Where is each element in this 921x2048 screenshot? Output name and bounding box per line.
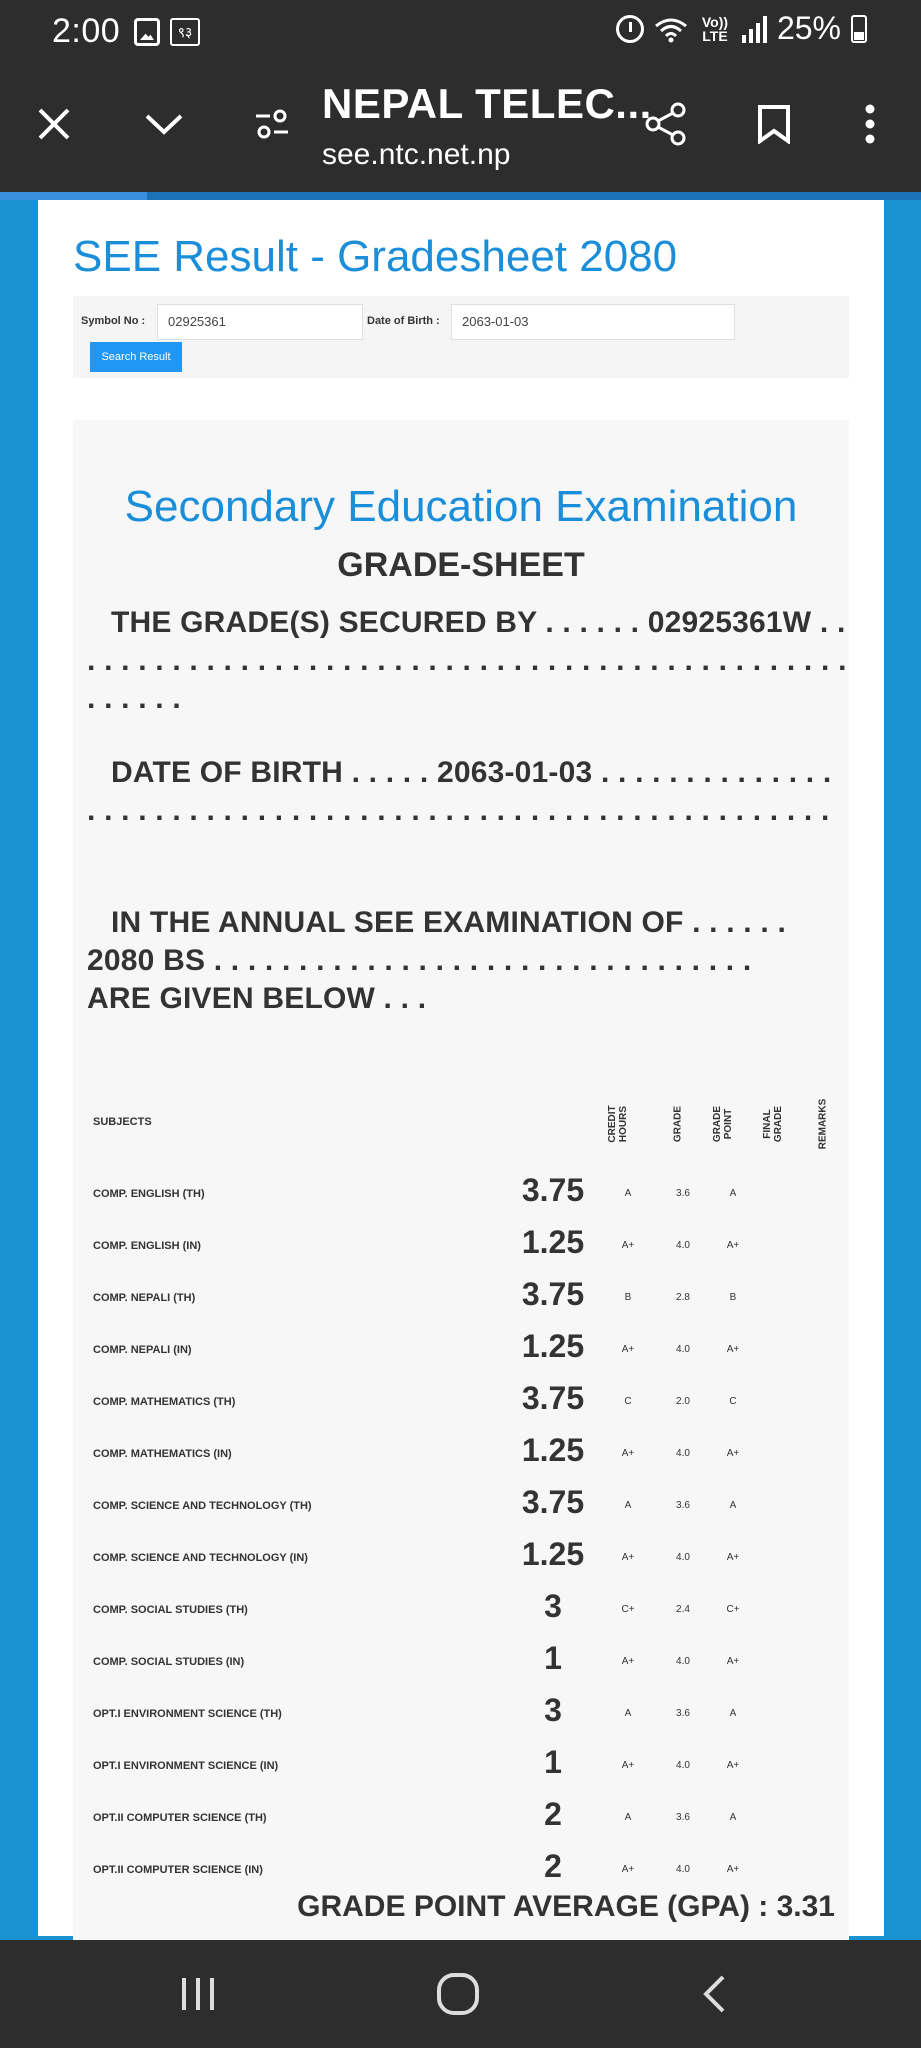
grade-point-cell: 4.0 <box>676 1760 690 1771</box>
search-result-button[interactable]: Search Result <box>90 342 182 372</box>
grade-point-cell: 4.0 <box>676 1552 690 1563</box>
grade-cell: A+ <box>621 1760 635 1771</box>
table-row <box>73 1532 849 1584</box>
table-row <box>73 1168 849 1220</box>
credit-hours-header: CREDIT HOURS <box>607 1105 629 1143</box>
credit-hours-cell: 3 <box>544 1588 562 1624</box>
back-button[interactable] <box>674 1962 754 2026</box>
table-row <box>73 1220 849 1272</box>
subject-cell: COMP. SOCIAL STUDIES (IN) <box>93 1656 245 1668</box>
signal-icon <box>742 15 767 43</box>
final-grade-cell: A <box>729 1500 737 1511</box>
progress-fill <box>0 192 147 200</box>
subject-cell: COMP. NEPALI (IN) <box>93 1344 192 1356</box>
exam-label: IN THE ANNUAL SEE EXAMINATION OF <box>111 906 684 939</box>
status-time: 2:00 <box>52 12 121 50</box>
web-viewport[interactable] <box>0 200 921 1940</box>
grade-cell: A <box>624 1708 632 1719</box>
status-right-group <box>616 10 867 47</box>
final-grade-cell: A+ <box>726 1240 740 1251</box>
final-grade-cell: A+ <box>726 1552 740 1563</box>
subject-cell: COMP. SOCIAL STUDIES (TH) <box>93 1604 248 1616</box>
table-row <box>73 1272 849 1324</box>
final-grade-cell: A <box>729 1188 737 1199</box>
final-grade-cell: A <box>729 1812 737 1823</box>
share-button[interactable] <box>638 96 694 152</box>
close-tab-button[interactable] <box>26 96 82 152</box>
final-grade-cell: A+ <box>726 1864 740 1875</box>
home-button[interactable] <box>418 1962 498 2026</box>
grade-point-cell: 2.8 <box>676 1292 690 1303</box>
dob-statement-label: DATE OF BIRTH <box>111 756 344 789</box>
grade-point-cell: 3.6 <box>676 1188 690 1199</box>
grade-cell: A <box>624 1188 632 1199</box>
recent-apps-button[interactable] <box>158 1962 238 2026</box>
chevron-down-icon <box>144 112 184 136</box>
grade-point-cell: 4.0 <box>676 1448 690 1459</box>
search-form <box>73 296 849 378</box>
credit-hours-cell: 1.25 <box>521 1432 585 1468</box>
subjects-header: SUBJECTS <box>93 1116 152 1128</box>
gallery-notification-icon <box>134 18 160 46</box>
subject-cell: COMP. MATHEMATICS (IN) <box>93 1448 232 1460</box>
table-row <box>73 1636 849 1688</box>
more-options-button[interactable] <box>842 96 898 152</box>
secured-by-paragraph: THE GRADE(S) SECURED BY . . . . . . 02925361W . . . . . . . . . . . . . . . . . . . . . . . . . . . . . . . . . . . . . . . . . . . . . . . . . . . . . <box>87 606 847 715</box>
subject-cell: COMP. ENGLISH (TH) <box>93 1188 205 1200</box>
subject-cell: OPT.I ENVIRONMENT SCIENCE (TH) <box>93 1708 282 1720</box>
dob-paragraph: DATE OF BIRTH . . . . . 2063-01-03 . . . . . . . . . . . . . . . . . . . . . . . . . . . . . . . . . . . . . . . . . . . . . . . . . . . . . . . . . . <box>87 756 832 827</box>
recent-apps-icon <box>178 1976 218 2012</box>
grade-point-cell: 4.0 <box>676 1344 690 1355</box>
grade-cell: B <box>624 1292 632 1303</box>
table-row <box>73 1428 849 1480</box>
subject-cell: OPT.I ENVIRONMENT SCIENCE (IN) <box>93 1760 279 1772</box>
table-row <box>73 1480 849 1532</box>
remarks-header: REMARKS <box>817 1098 829 1150</box>
final-grade-cell: A+ <box>726 1656 740 1667</box>
table-row <box>73 1844 849 1896</box>
credit-hours-cell: 1.25 <box>521 1328 585 1364</box>
grade-cell: A+ <box>621 1864 635 1875</box>
battery-percent: 25% <box>776 10 841 46</box>
subject-cell: COMP. ENGLISH (IN) <box>93 1240 201 1252</box>
back-icon <box>701 1974 727 2014</box>
close-icon <box>36 106 72 142</box>
grade-cell: A <box>624 1812 632 1823</box>
wifi-icon <box>654 15 688 43</box>
url-text[interactable]: see.ntc.net.np <box>322 138 511 171</box>
grade-cell: A+ <box>621 1240 635 1251</box>
grade-point-header: GRADE POINT <box>712 1105 734 1143</box>
alarm-icon <box>616 15 644 43</box>
final-grade-cell: C+ <box>726 1604 740 1615</box>
subject-cell: COMP. SCIENCE AND TECHNOLOGY (TH) <box>93 1500 312 1512</box>
symbol-input[interactable]: 02925361 <box>157 304 363 340</box>
credit-hours-cell: 2 <box>544 1848 562 1884</box>
credit-hours-cell: 3.75 <box>521 1276 585 1312</box>
exam-paragraph: IN THE ANNUAL SEE EXAMINATION OF . . . . . . 2080 BS . . . . . . . . . . . . . . . . . . . . . . . . . . . . . . . . ARE GIVEN BELOW . . . <box>87 906 786 1015</box>
bookmark-icon <box>757 104 791 144</box>
subject-cell: COMP. NEPALI (TH) <box>93 1292 196 1304</box>
final-grade-header: FINAL GRADE <box>762 1105 784 1143</box>
grade-point-cell: 4.0 <box>676 1656 690 1667</box>
dob-value: 2063-01-03 <box>436 756 593 789</box>
grade-point-cell: 2.4 <box>676 1604 690 1615</box>
credit-hours-cell: 1.25 <box>521 1224 585 1260</box>
page-container <box>38 200 884 1936</box>
more-vert-icon <box>864 104 876 144</box>
final-grade-cell: B <box>729 1292 737 1303</box>
home-icon <box>436 1972 480 2016</box>
page-heading: SEE Result - Gradesheet 2080 <box>73 232 678 281</box>
subject-cell: COMP. MATHEMATICS (TH) <box>93 1396 236 1408</box>
exam-year: 2080 BS <box>87 944 206 977</box>
page-title-bar: NEPAL TELEC... <box>322 80 652 127</box>
grade-point-cell: 4.0 <box>676 1864 690 1875</box>
final-grade-cell: A <box>729 1708 737 1719</box>
page-load-progress <box>0 192 921 200</box>
credit-hours-cell: 3.75 <box>521 1484 585 1520</box>
grade-cell: A <box>624 1500 632 1511</box>
grade-cell: C+ <box>621 1604 635 1615</box>
tune-icon <box>254 106 290 142</box>
subject-cell: OPT.II COMPUTER SCIENCE (TH) <box>93 1812 267 1824</box>
subject-cell: OPT.II COMPUTER SCIENCE (IN) <box>93 1864 263 1876</box>
browser-toolbar <box>0 66 921 192</box>
dob-label: Date of Birth : <box>367 315 440 327</box>
grade-cell: A+ <box>621 1552 635 1563</box>
battery-icon <box>851 15 867 43</box>
credit-hours-cell: 1.25 <box>521 1536 585 1572</box>
final-grade-cell: C <box>729 1396 737 1407</box>
dob-input[interactable]: 2063-01-03 <box>451 304 735 340</box>
system-nav-bar <box>0 1940 921 2048</box>
site-settings-button[interactable] <box>244 96 300 152</box>
network-type: Vo)) LTE <box>701 13 729 44</box>
symbol-label: Symbol No : <box>81 315 146 327</box>
final-grade-cell: A+ <box>726 1760 740 1771</box>
share-icon <box>644 102 688 146</box>
minimize-button[interactable] <box>136 96 192 152</box>
status-bar <box>0 0 921 66</box>
credit-hours-cell: 3 <box>544 1692 562 1728</box>
table-row <box>73 1584 849 1636</box>
final-grade-cell: A+ <box>726 1344 740 1355</box>
sheet-subheading: GRADE-SHEET <box>337 546 585 584</box>
table-row <box>73 1688 849 1740</box>
grade-cell: A+ <box>621 1448 635 1459</box>
table-row <box>73 1324 849 1376</box>
table-row <box>73 1792 849 1844</box>
bookmark-button[interactable] <box>746 96 802 152</box>
grade-sheet <box>73 420 849 1940</box>
grade-point-cell: 3.6 <box>676 1812 690 1823</box>
subject-cell: COMP. SCIENCE AND TECHNOLOGY (IN) <box>93 1552 308 1564</box>
grade-header: GRADE <box>672 1105 684 1143</box>
notification-badge: ९३ <box>170 18 200 46</box>
credit-hours-cell: 2 <box>544 1796 562 1832</box>
grade-point-cell: 3.6 <box>676 1708 690 1719</box>
credit-hours-cell: 1 <box>544 1640 562 1676</box>
credit-hours-cell: 3.75 <box>521 1172 585 1208</box>
grade-point-cell: 2.0 <box>676 1396 690 1407</box>
table-row <box>73 1740 849 1792</box>
grade-cell: A+ <box>621 1656 635 1667</box>
sheet-heading: Secondary Education Examination <box>124 482 798 531</box>
table-row <box>73 1376 849 1428</box>
secured-by-label: THE GRADE(S) SECURED BY <box>111 606 537 639</box>
grade-point-cell: 3.6 <box>676 1500 690 1511</box>
symbol-number: 02925361W <box>647 606 812 639</box>
given-below-text: ARE GIVEN BELOW . . . <box>87 982 427 1015</box>
credit-hours-cell: 3.75 <box>521 1380 585 1416</box>
grade-point-cell: 4.0 <box>676 1240 690 1251</box>
credit-hours-cell: 1 <box>544 1744 562 1780</box>
gpa-text: GRADE POINT AVERAGE (GPA) : 3.31 <box>297 1890 835 1923</box>
grade-cell: C <box>624 1396 632 1407</box>
grade-cell: A+ <box>621 1344 635 1355</box>
final-grade-cell: A+ <box>726 1448 740 1459</box>
